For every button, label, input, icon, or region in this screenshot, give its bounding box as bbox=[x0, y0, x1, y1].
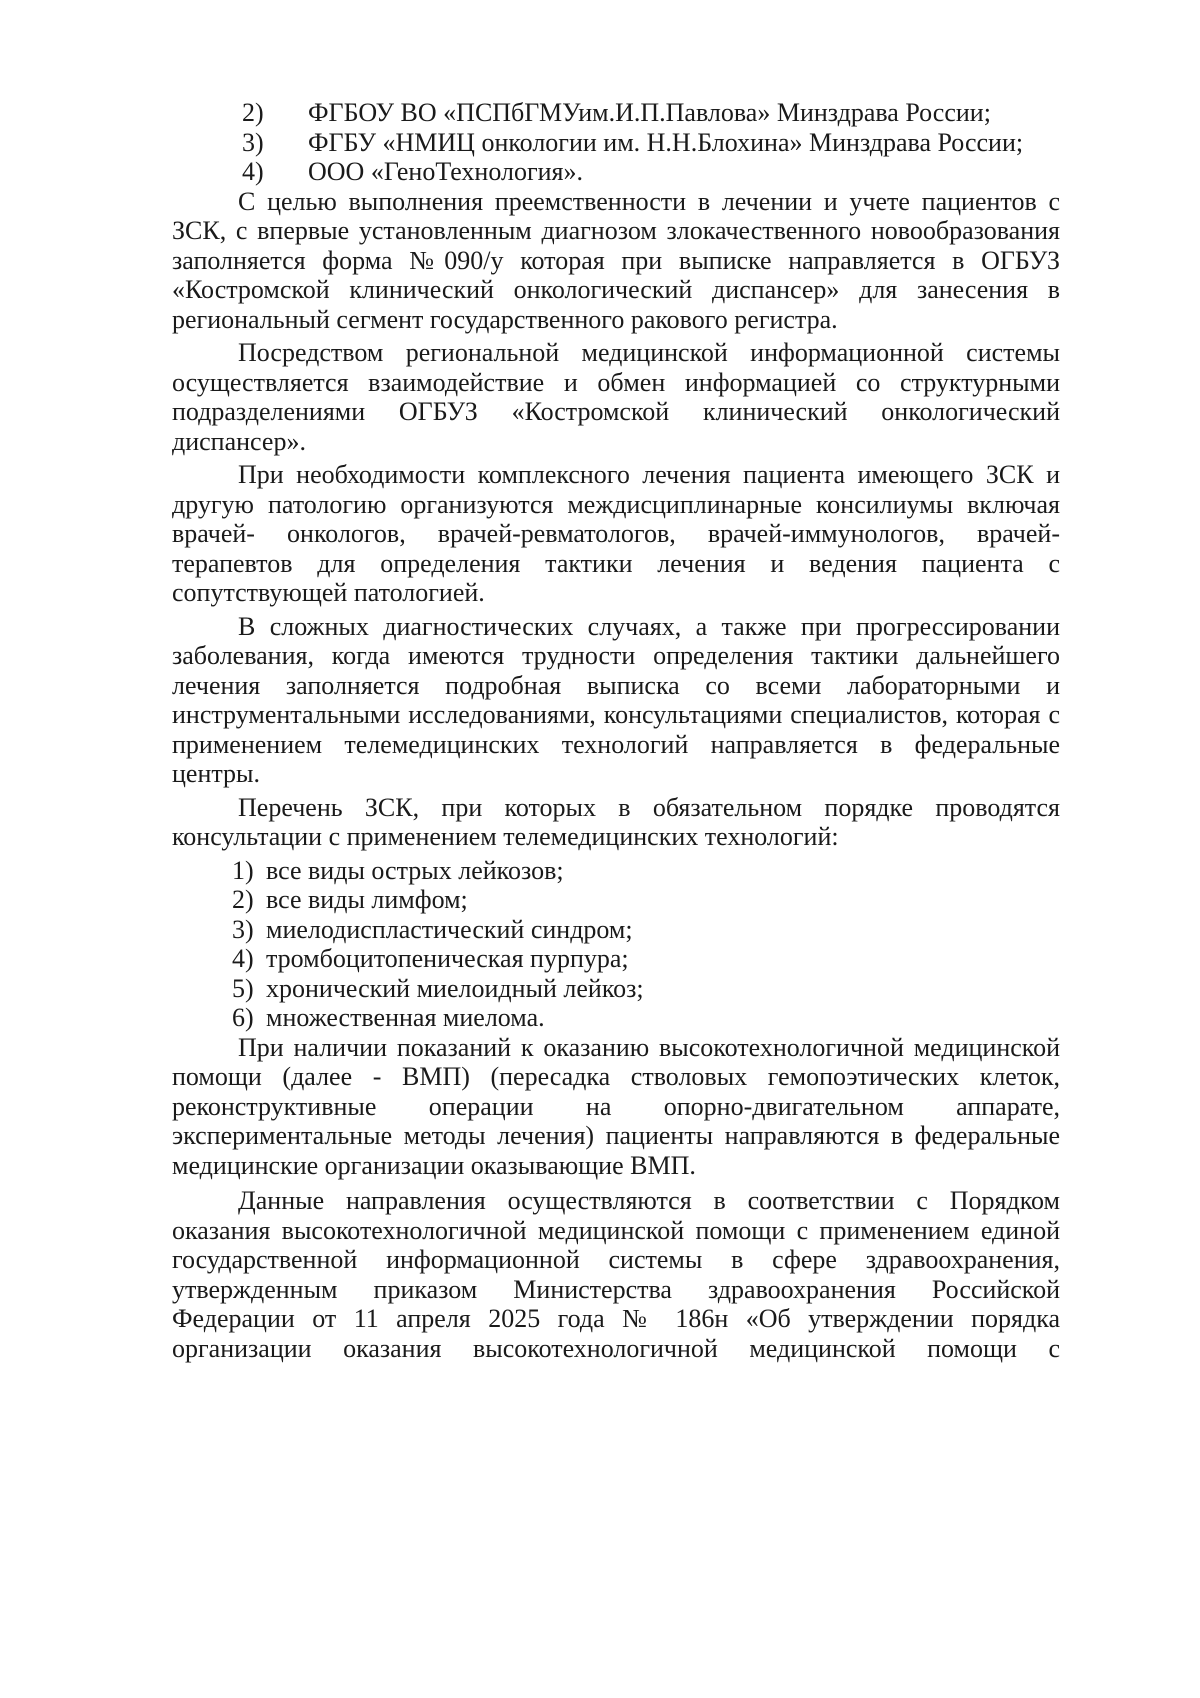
list-item bbox=[172, 856, 1060, 886]
list-item-text: все виды лимфом; bbox=[266, 885, 468, 914]
list-item-number: 1) bbox=[232, 855, 254, 885]
list-item-text: хронический миелоидный лейкоз; bbox=[266, 973, 644, 1003]
diseases-list bbox=[172, 856, 1060, 1033]
paragraph-form-090: С целью выполнения преемственности в лечении и учете пациентов с ЗСК, с впервые установленным диагнозом злокачественного новообразования заполняется форма №090/у которая при выписке направляется в ОГБУЗ «Костромской клинический онкологический диспансер» для занесения в региональный сегмент государственного ракового регистра. bbox=[172, 186, 1060, 334]
list-item-text: все виды острых лейкозов; bbox=[266, 855, 564, 885]
list-item-number: 3) bbox=[242, 127, 264, 157]
list-item bbox=[172, 98, 1060, 128]
paragraph-consilium: При необходимости комплексного лечения пациента имеющего ЗСК и другую патологию организуются междисциплинарные консилиумы включая врачей- онкологов, врачей-ревматологов, врачей-иммунологов, врачей-терапевтов для определения тактики лечения и ведения пациента с сопутствующей патологией. bbox=[172, 460, 1060, 607]
list-item bbox=[172, 1003, 1060, 1033]
list-item-number: 2) bbox=[242, 98, 264, 127]
list-item-text: ФГБОУ ВО «ПСПбГМУим.И.П.Павлова» Минздрава России; bbox=[308, 98, 991, 127]
list-item-text: тромбоцитопеническая пурпура; bbox=[266, 944, 629, 973]
list-item bbox=[172, 128, 1060, 158]
list-item-text: ООО «ГеноТехнология». bbox=[308, 157, 584, 186]
list-item bbox=[172, 974, 1060, 1004]
list-item-text: множественная миелома. bbox=[266, 1003, 545, 1032]
list-item bbox=[172, 885, 1060, 915]
paragraph-order-reference: Данные направления осуществляются в соответствии с Порядком оказания высокотехнологичной медицинской помощи с применением единой государственной информационной системы в сфере здравоохранения, утвержденным приказом Министерства здравоохранения Российской Федерации от 11 апреля 2025 года № 186н «Об утверждении порядка организации оказания высокотехнологичной медицинской помощи с bbox=[172, 1186, 1060, 1363]
organization-list bbox=[172, 98, 1060, 187]
list-item-number: 4) bbox=[232, 944, 254, 973]
paragraph-complex-cases: В сложных диагностических случаях, а также при прогрессировании заболевания, когда имеются трудности определения тактики дальнейшего лечения заполняется подробная выписка со всеми лабораторными и инструментальными исследованиями, консультациями специалистов, которая с применением телемедицинских технологий направляется в федеральные центры. bbox=[172, 611, 1060, 788]
paragraph-telemedicine-list-intro: Перечень ЗСК, при которых в обязательном порядке проводятся консультации с применением телемедицинских технологий: bbox=[172, 792, 1060, 851]
list-item bbox=[172, 157, 1060, 187]
list-item-text: миелодиспластический синдром; bbox=[266, 914, 633, 944]
list-item bbox=[172, 944, 1060, 974]
list-item bbox=[172, 915, 1060, 945]
list-item-number: 6) bbox=[232, 1003, 254, 1032]
list-item-text: ФГБУ «НМИЦ онкологии им. Н.Н.Блохина» Минздрава России; bbox=[308, 127, 1024, 157]
list-item-number: 5) bbox=[232, 973, 254, 1003]
paragraph-high-tech-care: При наличии показаний к оказанию высокотехнологичной медицинской помощи (далее - ВМП) (пересадка стволовых гемопоэтических клеток, реконструктивные операции на опорно-двигательном аппарате, экспериментальные методы лечения) пациенты направляются в федеральные медицинские организации оказывающие ВМП. bbox=[172, 1032, 1060, 1180]
list-item-number: 3) bbox=[232, 914, 254, 944]
document-body bbox=[172, 98, 1060, 1367]
paragraph-information-system: Посредством региональной медицинской информационной системы осуществляется взаимодействие и обмен информацией со структурными подразделениями ОГБУЗ «Костромской клинический онкологический диспансер». bbox=[172, 338, 1060, 456]
list-item-number: 2) bbox=[232, 885, 254, 914]
list-item-number: 4) bbox=[242, 157, 264, 186]
